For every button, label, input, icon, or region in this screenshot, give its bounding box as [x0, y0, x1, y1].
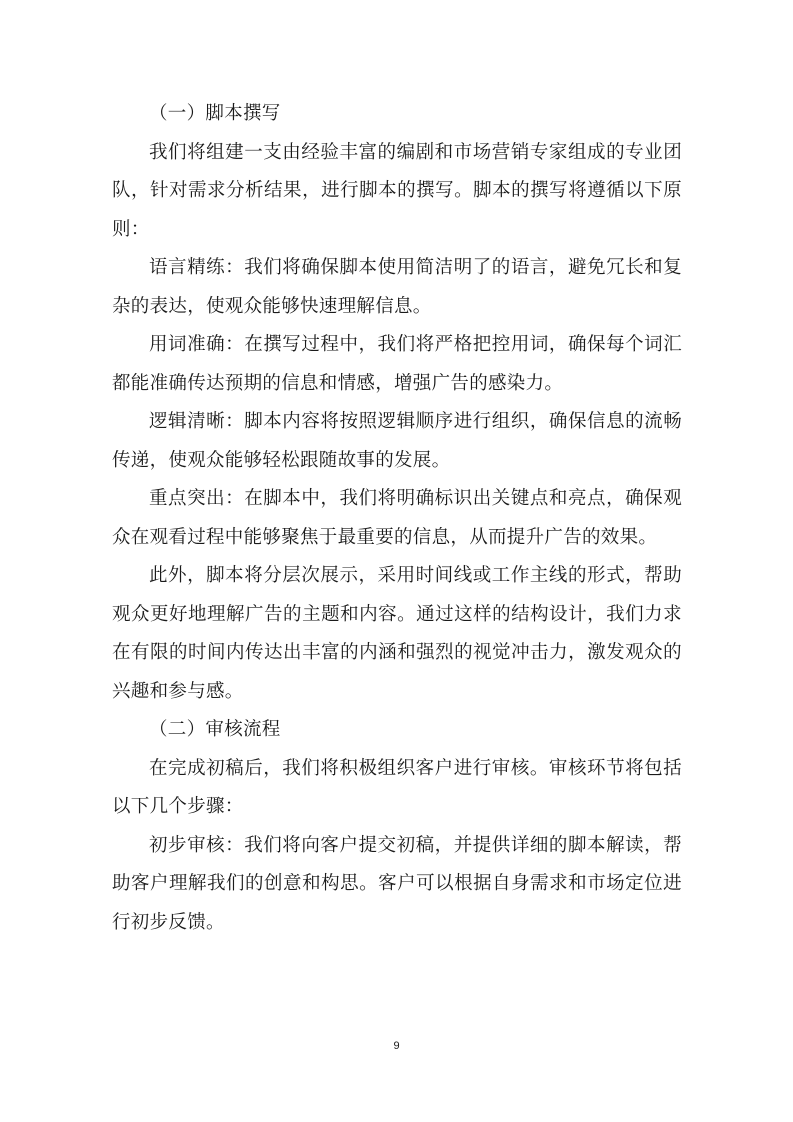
paragraph-intro: 我们将组建一支由经验丰富的编剧和市场营销专家组成的专业团队，针对需求分析结果，进行脚本的撰写。脚本的撰写将遵循以下原则：: [112, 141, 682, 240]
section-heading-review-process: （二）审核流程: [149, 719, 281, 740]
paragraph-review-intro: 在完成初稿后，我们将积极组织客户进行审核。审核环节将包括以下几个步骤：: [112, 757, 682, 817]
page-number: 9: [393, 1040, 400, 1052]
paragraph-initial-review: 初步审核：我们将向客户提交初稿，并提供详细的脚本解读，帮助客户理解我们的创意和构思。客户可以根据自身需求和市场定位进行初步反馈。: [112, 834, 682, 933]
paragraph-accurate-wording: 用词准确：在撰写过程中，我们将严格把控用词，确保每个词汇都能准确传达预期的信息和情感，增强广告的感染力。: [112, 334, 682, 394]
paragraph-concise-language: 语言精练：我们将确保脚本使用简洁明了的语言，避免冗长和复杂的表达，使观众能够快速理解信息。: [112, 257, 682, 317]
paragraph-clear-logic: 逻辑清晰：脚本内容将按照逻辑顺序进行组织，确保信息的流畅传递，使观众能够轻松跟随故事的发展。: [112, 411, 682, 471]
paragraph-layered-structure: 此外，脚本将分层次展示，采用时间线或工作主线的形式，帮助观众更好地理解广告的主题和内容。通过这样的结构设计，我们力求在有限的时间内传达出丰富的内涵和强烈的视觉冲击力，激发观众的兴趣和参与感。: [112, 565, 682, 702]
document-page: [112, 95, 682, 942]
section-heading-script-writing: （一）脚本撰写: [149, 103, 281, 124]
paragraph-highlight-key-points: 重点突出：在脚本中，我们将明确标识出关键点和亮点，确保观众在观看过程中能够聚焦于最重要的信息，从而提升广告的效果。: [112, 488, 682, 548]
